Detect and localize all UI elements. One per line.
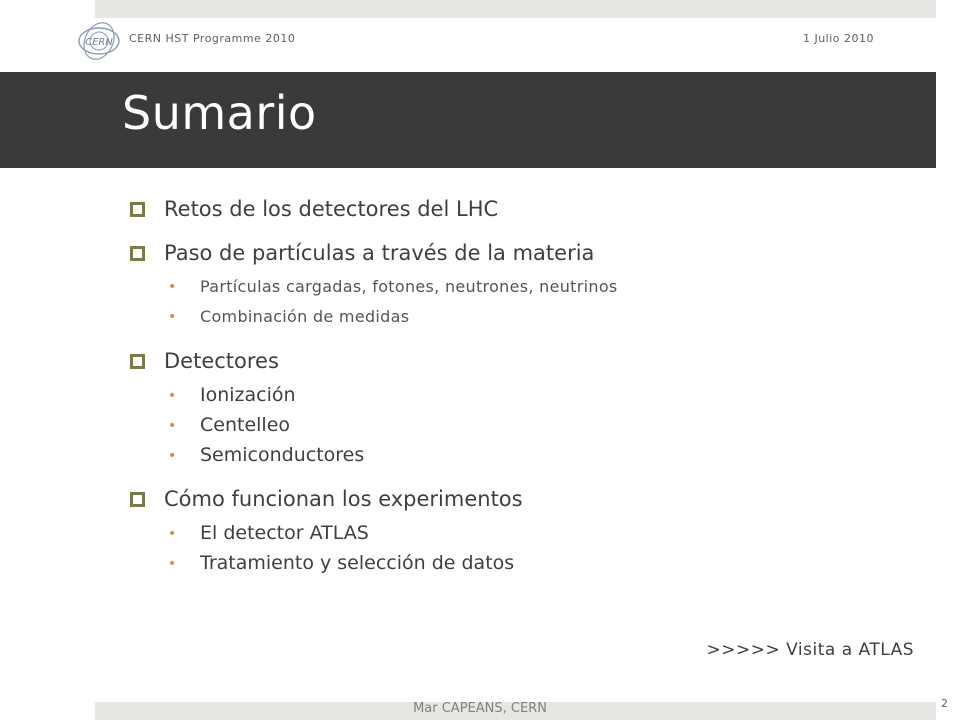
list-item <box>128 272 908 302</box>
section-label: Cómo funcionan los experimentos <box>164 487 523 511</box>
cern-logo-icon <box>76 18 122 64</box>
list-item <box>128 518 908 548</box>
top-decor-band <box>95 0 936 18</box>
dot-bullet-icon: • <box>168 309 177 325</box>
list-item <box>128 440 908 470</box>
section-experimentos <box>128 484 908 514</box>
dot-bullet-icon: • <box>168 388 177 404</box>
list-item-text: Centelleo <box>200 414 291 436</box>
page-number: 2 <box>941 697 948 710</box>
list-item-text: Semiconductores <box>200 444 365 466</box>
slide-title: Sumario <box>122 86 317 140</box>
dot-bullet-icon: • <box>168 279 177 295</box>
list-item-text: El detector ATLAS <box>200 522 369 544</box>
header-programme: CERN HST Programme 2010 <box>129 32 296 45</box>
list-item-text: Partículas cargadas, fotones, neutrones, neutrinos <box>200 277 618 296</box>
section-label: Detectores <box>164 349 279 373</box>
dot-bullet-icon: • <box>168 556 177 572</box>
section-detectores-items <box>128 380 908 470</box>
footer-author: Mar CAPEANS, CERN <box>413 701 547 716</box>
list-item-text: Ionización <box>200 384 296 406</box>
slide-content <box>128 194 908 578</box>
header-date: 1 Julio 2010 <box>802 32 874 45</box>
section-retos <box>128 194 908 224</box>
list-item <box>128 548 908 578</box>
list-item-text: Combinación de medidas <box>200 307 410 326</box>
square-bullet-icon <box>130 354 145 369</box>
dot-bullet-icon: • <box>168 418 177 434</box>
square-bullet-icon <box>130 246 145 261</box>
logo-text: CERN <box>85 37 113 48</box>
square-bullet-icon <box>130 492 145 507</box>
section-detectores <box>128 346 908 376</box>
section-paso <box>128 238 908 268</box>
dot-bullet-icon: • <box>168 448 177 464</box>
dot-bullet-icon: • <box>168 526 177 542</box>
section-label: Retos de los detectores del LHC <box>164 197 499 221</box>
visit-atlas-link[interactable]: >>>>> Visita a ATLAS <box>706 640 914 660</box>
section-experimentos-items <box>128 518 908 578</box>
list-item-text: Tratamiento y selección de datos <box>200 552 515 574</box>
list-item <box>128 302 908 332</box>
section-label: Paso de partículas a través de la materia <box>164 241 595 265</box>
list-item <box>128 380 908 410</box>
section-paso-items <box>128 272 908 332</box>
list-item <box>128 410 908 440</box>
square-bullet-icon <box>130 202 145 217</box>
title-bar <box>0 72 936 168</box>
